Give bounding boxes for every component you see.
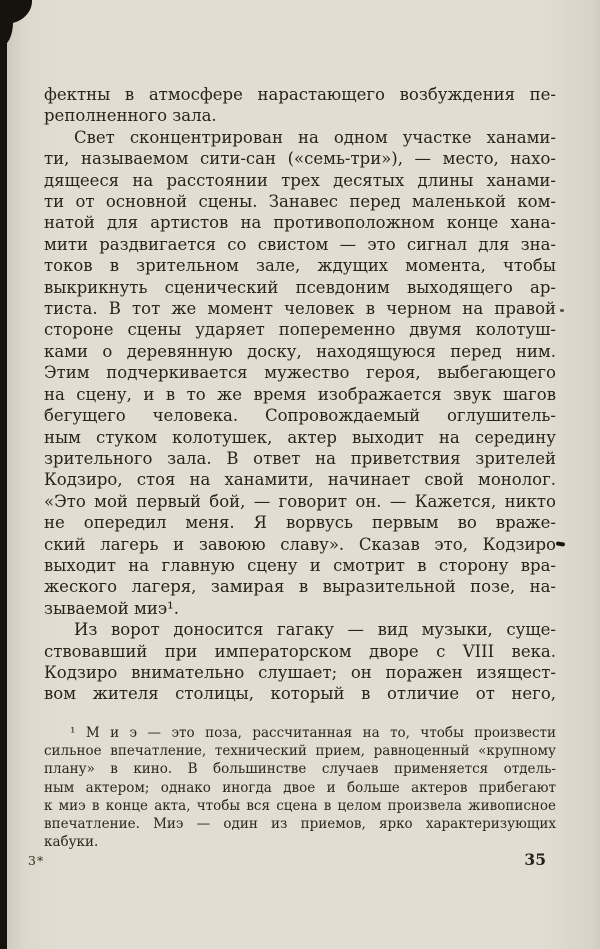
text-line: зрительного зала. В ответ на приветствия зрителей [44, 448, 556, 468]
text-line: ский лагерь и завоюю славу». Сказав это, Кодзиро [44, 534, 556, 554]
text-line: Кодзиро внимательно слушает; он поражен изящест- [44, 662, 556, 682]
text-line: ти, называемом сити-сан («семь-три»), — место, нахо- [44, 149, 556, 169]
page-number: 35 [524, 850, 546, 869]
text-line: жеского лагеря, замирая в выразительной позе, на- [44, 577, 556, 597]
text-line: сильное впечатление, технический прием, равноценный «крупному [44, 743, 556, 760]
text-line: фектны в атмосфере нарастающего возбуждения пе- [44, 85, 556, 104]
text-line: ным стуком колотушек, актер выходит на середину [44, 427, 556, 447]
text-line: не опередил меня. Я ворвусь первым во враже- [44, 513, 556, 533]
text-line: ствовавший при императорском дворе с VIII века. [44, 641, 556, 661]
text-line: впечатление. Миэ — один из приемов, ярко характеризующих [44, 816, 556, 833]
text-line: «Это мой первый бой, — говорит он. — Кажется, никто [44, 491, 556, 511]
text-line: Из ворот доносится гагаку — вид музыки, суще- [74, 620, 556, 640]
footnote [44, 724, 556, 851]
text-line: мити раздвигается со свистом — это сигнал для зна- [44, 234, 556, 254]
scan-speck [560, 309, 564, 312]
scan-corner-mark-lower [0, 20, 13, 46]
text-line: Свет сконцентрирован на одном участке ханами- [74, 127, 556, 147]
text-line: Кодзиро, стоя на ханамити, начинает свой монолог. [44, 470, 556, 490]
page-footer [28, 850, 552, 869]
text-line: выходит на главную сцену и смотрит в сторону вра- [44, 555, 556, 575]
text-line: токов в зрительном зале, ждущих момента, чтобы [44, 256, 556, 276]
signature-mark: 3* [28, 853, 45, 868]
text-line: к миэ в конце акта, чтобы вся сцена в целом произвела живописное [44, 797, 556, 814]
text-line: ти от основной сцены. Занавес перед маленькой ком- [44, 192, 556, 212]
text-line: зываемой миэ¹. [44, 598, 179, 618]
text-line: на сцену, и в то же время изображается звук шагов [44, 384, 556, 404]
scan-speck [556, 541, 565, 546]
text-line: ¹ М и э — это поза, рассчитанная на то, чтобы произвести [70, 725, 556, 741]
text-line: дящееся на расстоянии трех десятых длины ханами- [44, 170, 556, 190]
text-line: бегущего человека. Сопровождаемый оглушитель- [44, 406, 556, 426]
text-line: натой для артистов на противоположном конце хана- [44, 213, 556, 233]
scan-edge-left [0, 0, 7, 949]
text-line: вом жителя столицы, который в отличие от него, [44, 684, 556, 704]
text-line: ным актером; однако иногда двое и больше актеров прибегают [44, 779, 556, 796]
text-line: плану» в кино. В большинстве случаев применяется отдель- [44, 761, 556, 778]
text-line: кабуки. [44, 834, 99, 851]
text-line: Этим подчеркивается мужество героя, выбегающего [44, 363, 556, 383]
text-line: выкрикнуть сценический псевдоним выходящего ар- [44, 277, 556, 297]
text-line: реполненного зала. [44, 106, 217, 126]
main-text [44, 84, 556, 705]
text-line: ками о деревянную доску, находящуюся перед ним. [44, 341, 556, 361]
text-line: стороне сцены ударяет попеременно двумя колотуш- [44, 320, 556, 340]
text-line: тиста. В тот же момент человек в черном на правой [44, 299, 556, 319]
